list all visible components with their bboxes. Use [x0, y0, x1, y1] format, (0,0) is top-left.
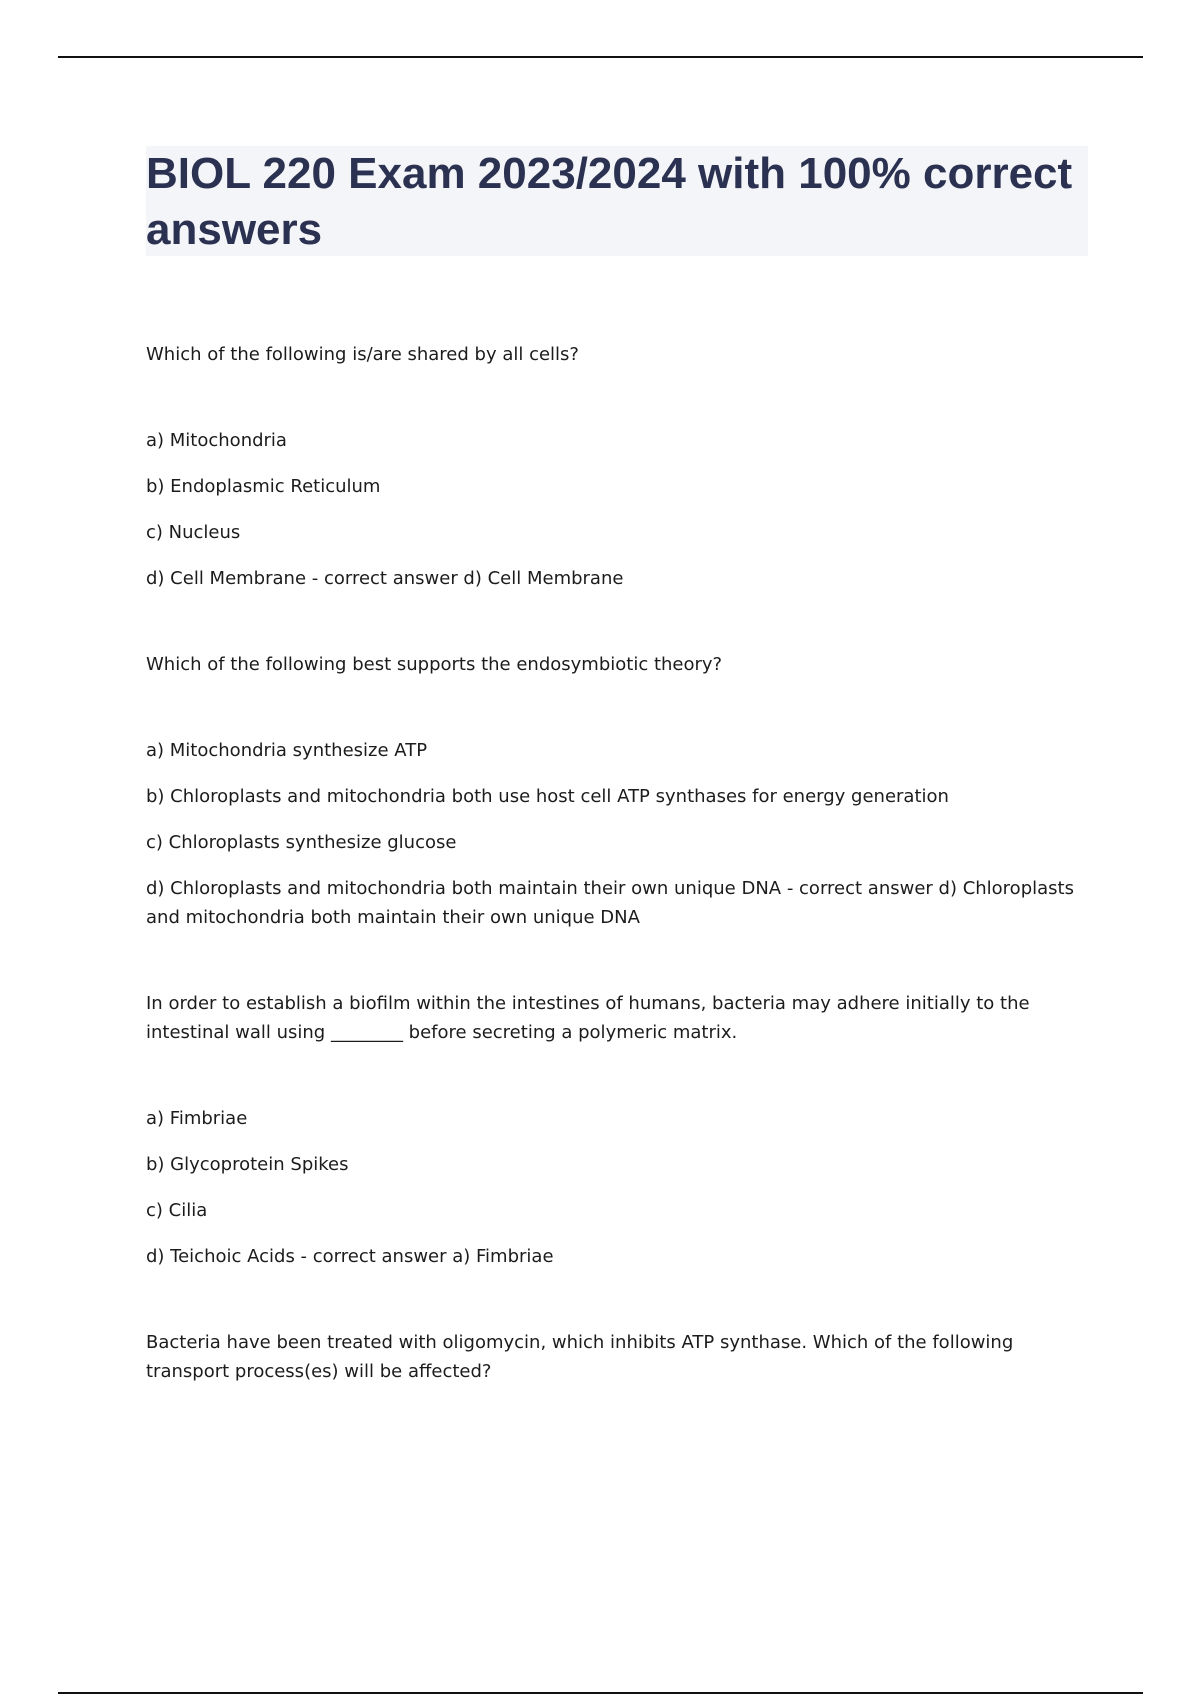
- answer-options: [146, 736, 1096, 932]
- option-a: a) Mitochondria synthesize ATP: [146, 740, 428, 761]
- question-text: In order to establish a biofilm within the intestines of humans, bacteria may adhere initially to the intestinal wall using ________ before secreting a polymeric matrix.: [146, 993, 1030, 1043]
- option-a: a) Fimbriae: [146, 1108, 248, 1129]
- option-c: c) Cilia: [146, 1200, 208, 1221]
- answer-options: [146, 1104, 1096, 1271]
- option-a: a) Mitochondria: [146, 430, 287, 451]
- question-3: [146, 989, 1096, 1271]
- question-text: Bacteria have been treated with oligomycin, which inhibits ATP synthase. Which of the following transport process(es) will be affected?: [146, 1332, 1014, 1382]
- option-c: c) Nucleus: [146, 522, 241, 543]
- option-c: c) Chloroplasts synthesize glucose: [146, 832, 457, 853]
- question-text: Which of the following is/are shared by all cells?: [146, 344, 579, 365]
- option-b: b) Glycoprotein Spikes: [146, 1154, 349, 1175]
- option-d-answer: d) Teichoic Acids - correct answer a) Fimbriae: [146, 1246, 554, 1267]
- bottom-rule: [58, 1692, 1143, 1694]
- option-d-answer: d) Cell Membrane - correct answer d) Cell Membrane: [146, 568, 624, 589]
- page-title: BIOL 220 Exam 2023/2024 with 100% correct answers: [146, 149, 1073, 254]
- answer-options: [146, 426, 1096, 593]
- question-2: [146, 650, 1096, 932]
- option-d-answer: d) Chloroplasts and mitochondria both maintain their own unique DNA - correct answer d) Chloroplasts and mitochondria both maintain their own unique DNA: [146, 878, 1074, 928]
- question-1: [146, 340, 1096, 593]
- top-rule: [58, 56, 1143, 58]
- question-4: [146, 1328, 1096, 1386]
- exam-content: [146, 340, 1096, 1443]
- option-b: b) Chloroplasts and mitochondria both use host cell ATP synthases for energy generation: [146, 786, 949, 807]
- question-text: Which of the following best supports the endosymbiotic theory?: [146, 654, 723, 675]
- option-b: b) Endoplasmic Reticulum: [146, 476, 381, 497]
